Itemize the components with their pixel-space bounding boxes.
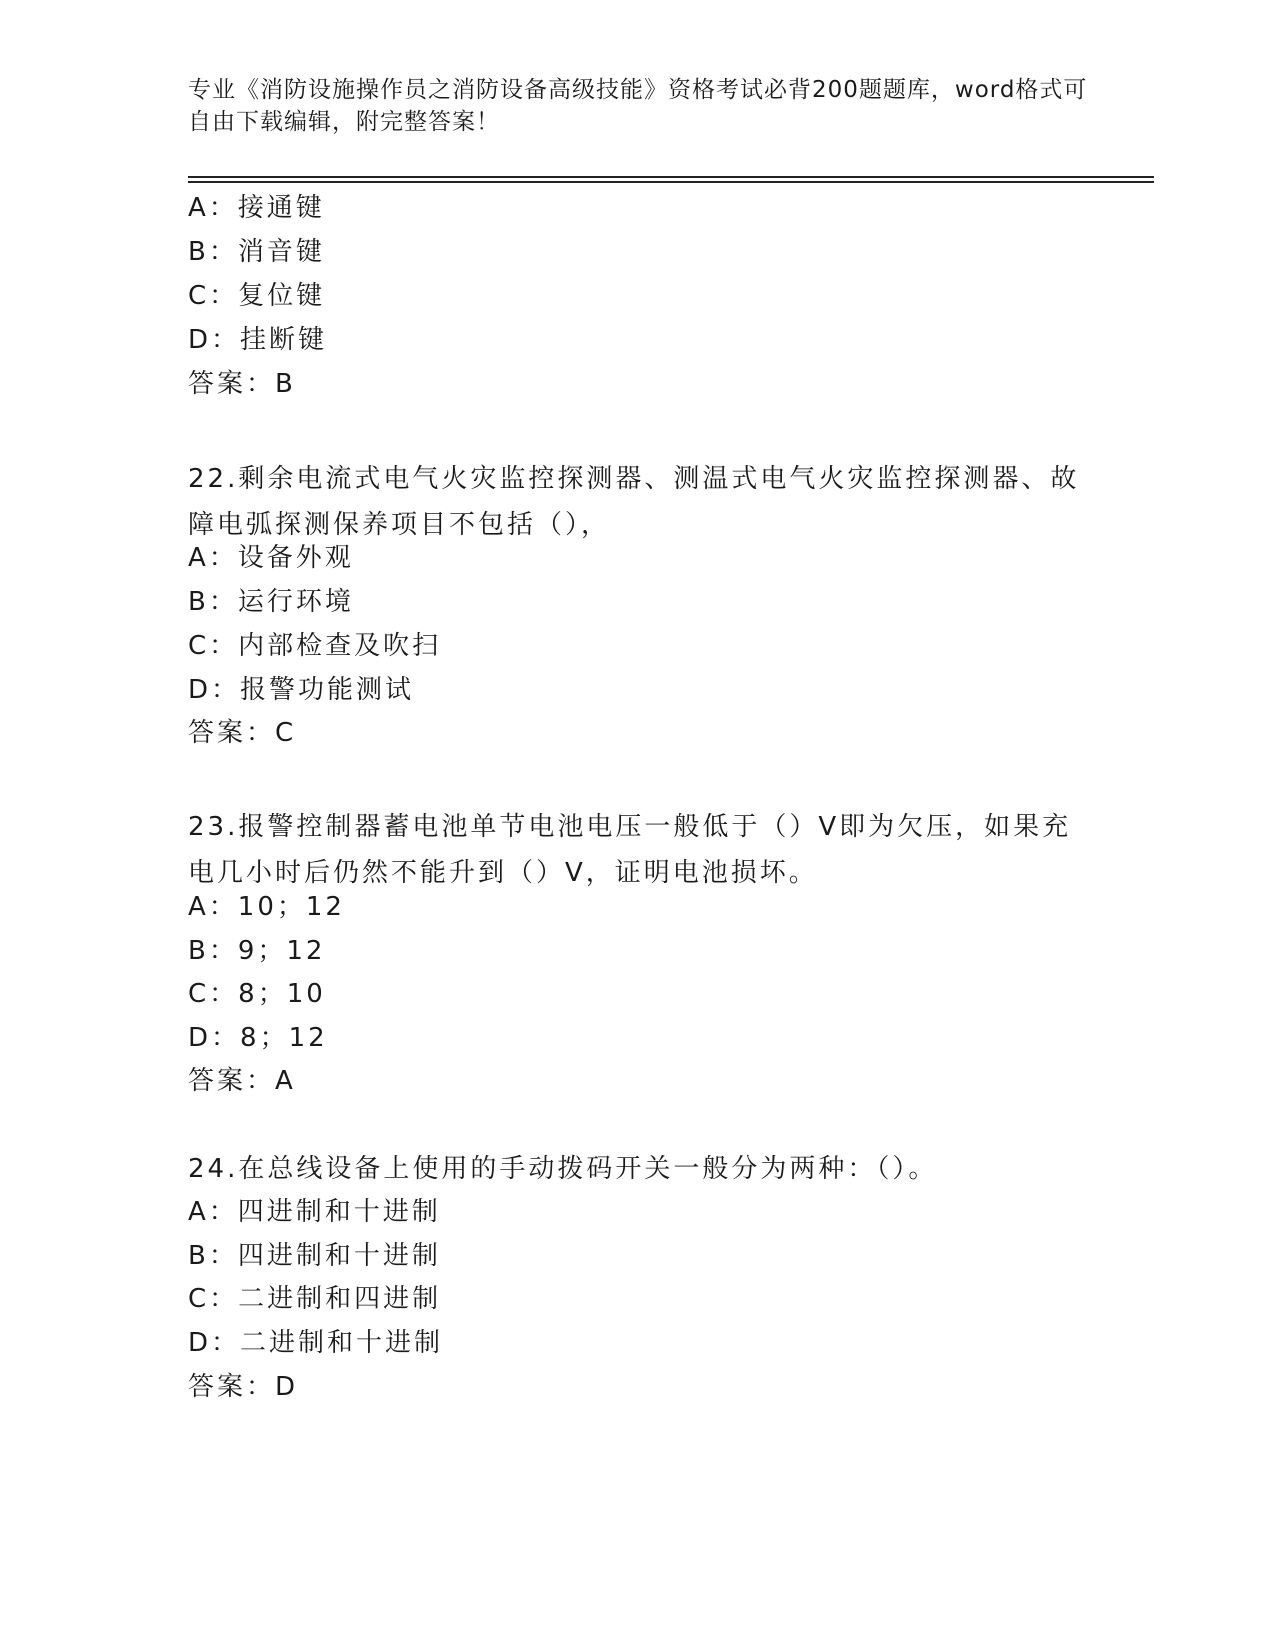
option-c: C：二进制和四进制 [188,1284,442,1314]
option-a: A：10；12 [188,892,345,922]
answer: 答案：B [188,369,296,399]
option-b: B：消音键 [188,237,325,267]
question-text: 23.报警控制器蓄电池单节电池电压一般低于（）V即为欠压，如果充电几小时后仍然不能升到（）V，证明电池损坏。 [188,812,1072,888]
answer: 答案：D [188,1372,299,1402]
header-divider-top [188,176,1154,178]
option-c: C：复位键 [188,281,326,311]
option-c: C：内部检查及吹扫 [188,631,442,661]
option-b: B：9；12 [188,936,326,966]
option-b: B：运行环境 [188,587,354,617]
question-text: 24.在总线设备上使用的手动拨码开关一般分为两种：（）。 [188,1154,938,1184]
option-d: D：二进制和十进制 [188,1328,444,1358]
answer: 答案：C [188,718,297,748]
option-a: A：接通键 [188,193,325,223]
option-a: A：设备外观 [188,543,354,573]
document-header: 专业《消防设施操作员之消防设备高级技能》资格考试必背200题题库，word格式可自由下载编辑，附完整答案！ [188,77,1088,135]
question-text: 22.剩余电流式电气火灾监控探测器、测温式电气火灾监控探测器、故障电弧探测保养项目不包括（）， [188,464,1080,540]
option-d: D：报警功能测试 [188,675,415,705]
option-c: C：8；10 [188,979,326,1009]
header-divider-bottom [188,181,1154,183]
option-d: D：8；12 [188,1023,328,1053]
option-a: A：四进制和十进制 [188,1197,441,1227]
option-b: B：四进制和十进制 [188,1241,441,1271]
answer: 答案：A [188,1066,296,1096]
option-d: D：挂断键 [188,325,328,355]
